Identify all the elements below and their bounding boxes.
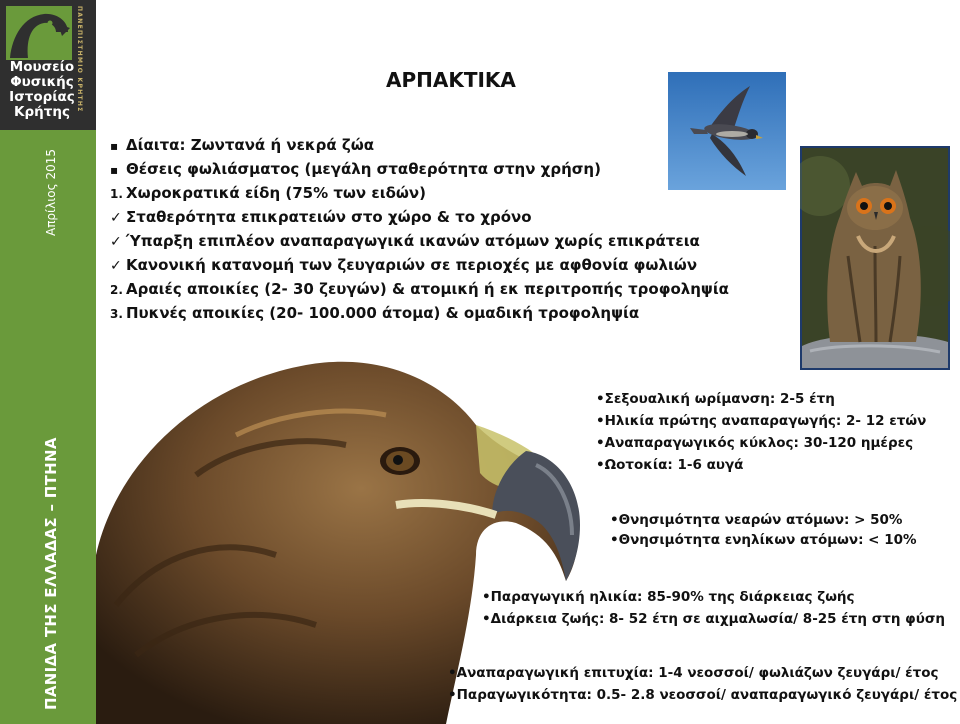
check-icon: ✓	[110, 258, 122, 274]
stat-item: •Αναπαραγωγικός κύκλος: 30-120 ημέρες	[596, 435, 914, 451]
falcon-photo	[668, 72, 786, 190]
stat-item: •Παραγωγικότητα: 0.5- 2.8 νεοσσοί/ αναπαραγωγικό ζευγάρι/ έτος	[448, 687, 958, 703]
bullet-marker: ▪	[110, 139, 119, 153]
bullet-text: Κανονική κατανομή των ζευγαριών σε περιοχές με αφθονία φωλιών	[126, 256, 698, 274]
stat-item: •Διάρκεια ζωής: 8- 52 έτη σε αιχμαλωσία/ 8-25 έτη στη φύση	[482, 611, 945, 627]
bullet-text: Πυκνές αποικίες (20- 100.000 άτομα) & ομαδική τροφοληψία	[126, 304, 640, 322]
logo-line: Μουσείο	[9, 59, 75, 75]
stat-item: •Παραγωγική ηλικία: 85-90% της διάρκειας ζωής	[482, 589, 855, 605]
bullet-marker: 2.	[110, 283, 123, 297]
museum-logo[interactable]	[0, 0, 96, 130]
stats-group-mortality	[610, 510, 917, 550]
bird-emblem-icon	[6, 6, 72, 60]
logo-line: Ιστορίας	[9, 89, 75, 105]
check-icon: ✓	[110, 210, 122, 226]
bullet-text: Αραιές αποικίες (2- 30 ζευγών) & ατομική ή εκ περιτροπής τροφοληψία	[126, 280, 729, 298]
sidebar	[0, 0, 96, 724]
list-item	[110, 206, 729, 230]
bullet-list	[110, 134, 729, 326]
bullet-text: Δίαιτα: Ζωντανά ή νεκρά ζώα	[126, 136, 375, 154]
logo-university-text	[74, 4, 92, 122]
logo-university-label: ΠΑΝΕΠΙΣΤΗΜΙΟ ΚΡΗΤΗΣ	[76, 6, 83, 113]
stat-item: •Ωοτοκία: 1-6 αυγά	[596, 457, 744, 473]
check-icon: ✓	[110, 234, 122, 250]
stats-group-reproduction	[596, 388, 926, 476]
list-item	[110, 302, 729, 326]
list-item	[110, 278, 729, 302]
bullet-text: Ύπαρξη επιπλέον αναπαραγωγικά ικανών ατόμων χωρίς επικράτεια	[126, 232, 700, 250]
bullet-marker: 1.	[110, 187, 123, 201]
stat-item: •Ηλικία πρώτης αναπαραγωγής: 2- 12 ετών	[596, 413, 927, 429]
stat-item: •Αναπαραγωγική επιτυχία: 1-4 νεοσσοί/ φωλιάζων ζευγάρι/ έτος	[448, 665, 939, 681]
list-item	[110, 182, 729, 206]
bullet-text: Θέσεις φωλιάσματος (μεγάλη σταθερότητα στην χρήση)	[126, 160, 601, 178]
stats-group-lifespan	[482, 586, 945, 630]
list-item	[110, 254, 729, 278]
bullet-marker: 3.	[110, 307, 123, 321]
bullet-text: Σταθερότητα επικρατειών στο χώρο & το χρόνο	[126, 208, 532, 226]
bullet-marker: ▪	[110, 163, 119, 177]
bullet-text: Χωροκρατικά είδη (75% των ειδών)	[126, 184, 426, 202]
stats-group-productivity	[448, 662, 957, 706]
list-item	[110, 230, 729, 254]
logo-text	[4, 60, 80, 120]
section-label: ΠΑΝΙΔΑ ΤΗΣ ΕΛΛΑΔΑΣ – ΠΤΗΝΑ	[42, 437, 60, 710]
owl-photo	[800, 146, 950, 370]
date-label: Απρίλιος 2015	[44, 148, 58, 236]
stat-item: •Θνησιμότητα ενηλίκων ατόμων: < 10%	[610, 532, 917, 548]
logo-line: Κρήτης	[14, 104, 70, 120]
logo-line: Φυσικής	[10, 74, 74, 90]
stat-item: •Σεξουαλική ωρίμανση: 2-5 έτη	[596, 391, 835, 407]
stat-item: •Θνησιμότητα νεαρών ατόμων: > 50%	[610, 512, 903, 528]
list-item	[110, 158, 729, 182]
page-title: ΑΡΠΑΚΤΙΚΑ	[386, 68, 516, 92]
list-item	[110, 134, 729, 158]
